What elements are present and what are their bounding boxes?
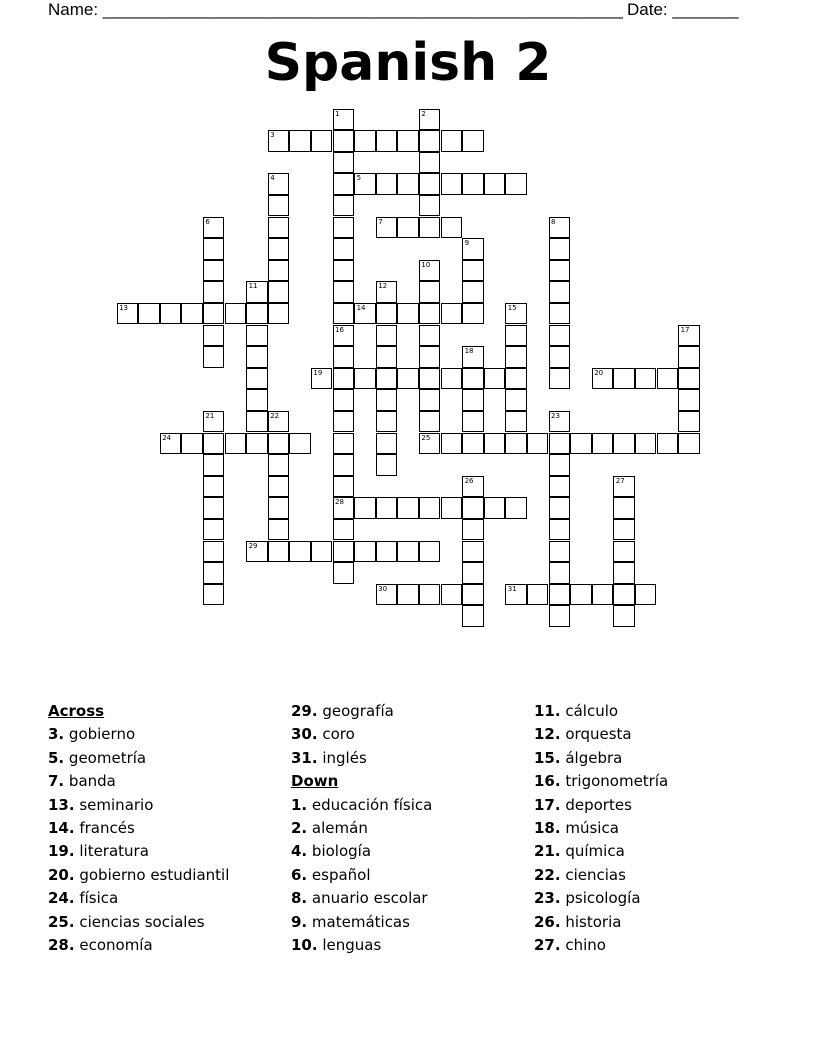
crossword-cell[interactable]: [419, 433, 441, 455]
crossword-cell[interactable]: [678, 325, 700, 347]
crossword-cell[interactable]: [549, 476, 571, 498]
crossword-cell[interactable]: [311, 130, 333, 152]
crossword-cell[interactable]: [484, 433, 506, 455]
crossword-cell[interactable]: [549, 238, 571, 260]
crossword-cell[interactable]: [419, 109, 441, 131]
crossword-cell[interactable]: [246, 303, 268, 325]
crossword-cell[interactable]: [462, 562, 484, 584]
crossword-cell[interactable]: [246, 541, 268, 563]
crossword-cell[interactable]: [462, 519, 484, 541]
crossword-cell[interactable]: [203, 325, 225, 347]
crossword-cell[interactable]: [376, 217, 398, 239]
crossword-cell[interactable]: [678, 346, 700, 368]
clue-number: 9: [464, 239, 470, 248]
crossword-cell[interactable]: [613, 562, 635, 584]
crossword-cell[interactable]: [678, 389, 700, 411]
crossword-cell[interactable]: [333, 346, 355, 368]
crossword-cell[interactable]: [376, 303, 398, 325]
crossword-cell[interactable]: [354, 497, 376, 519]
crossword-cell[interactable]: [549, 433, 571, 455]
crossword-cell[interactable]: [441, 497, 463, 519]
crossword-cell[interactable]: [376, 584, 398, 606]
name-field[interactable]: Name: _______________________________________________________: [48, 0, 623, 19]
crossword-cell[interactable]: [678, 411, 700, 433]
clue-number: 11: [248, 282, 258, 291]
crossword-cell[interactable]: [549, 281, 571, 303]
clue-number: 30: [378, 584, 388, 593]
clue-down: 4. biología: [291, 842, 372, 861]
crossword-cell[interactable]: [203, 584, 225, 606]
crossword-cell[interactable]: [419, 584, 441, 606]
crossword-cell[interactable]: [613, 541, 635, 563]
crossword-cell[interactable]: [613, 584, 635, 606]
crossword-cell[interactable]: [268, 260, 290, 282]
crossword-cell[interactable]: [441, 584, 463, 606]
crossword-cell[interactable]: [549, 325, 571, 347]
clue-number: 29: [248, 541, 258, 550]
crossword-cell[interactable]: [613, 368, 635, 390]
crossword-cell[interactable]: [462, 584, 484, 606]
crossword-cell[interactable]: [203, 260, 225, 282]
clue-column-3: [534, 700, 668, 957]
crossword-cell[interactable]: [376, 368, 398, 390]
page-title: Spanish 2: [264, 33, 552, 93]
crossword-cell[interactable]: [397, 584, 419, 606]
crossword-cell[interactable]: [549, 346, 571, 368]
crossword-cell[interactable]: [527, 584, 549, 606]
crossword-cell[interactable]: [203, 562, 225, 584]
crossword-cell[interactable]: [678, 433, 700, 455]
clue-across: 28. economía: [48, 935, 153, 954]
crossword-cell[interactable]: [376, 433, 398, 455]
crossword-cell[interactable]: [333, 325, 355, 347]
crossword-cell[interactable]: [462, 303, 484, 325]
crossword-cell[interactable]: [246, 411, 268, 433]
clue-number: 20: [594, 368, 604, 377]
crossword-cell[interactable]: [549, 303, 571, 325]
crossword-cell[interactable]: [678, 368, 700, 390]
clue-down: 1. educación física: [291, 795, 433, 814]
crossword-cell[interactable]: [462, 281, 484, 303]
clue-number: 6: [205, 217, 210, 226]
clue-number: 16: [335, 325, 344, 334]
crossword-cell[interactable]: [505, 584, 527, 606]
crossword-cell[interactable]: [549, 562, 571, 584]
crossword-cell[interactable]: [376, 541, 398, 563]
crossword-cell[interactable]: [657, 368, 679, 390]
crossword-cell[interactable]: [268, 173, 290, 195]
clue-number: 14: [356, 303, 366, 312]
crossword-cell[interactable]: [311, 541, 333, 563]
crossword-cell[interactable]: [268, 195, 290, 217]
clue-number: 26: [464, 476, 474, 485]
crossword-cell[interactable]: [246, 346, 268, 368]
crossword-cell[interactable]: [333, 389, 355, 411]
crossword-cell[interactable]: [549, 541, 571, 563]
crossword-cell[interactable]: [462, 346, 484, 368]
crossword-cell[interactable]: [203, 238, 225, 260]
crossword-cell[interactable]: [203, 303, 225, 325]
crossword-cell[interactable]: [376, 173, 398, 195]
clue-across: 24. física: [48, 889, 119, 908]
crossword-cell[interactable]: [203, 541, 225, 563]
crossword-cell[interactable]: [268, 476, 290, 498]
clue-number: 17: [680, 325, 690, 334]
crossword-cell[interactable]: [505, 368, 527, 390]
clue-down: 16. trigonometría: [534, 772, 669, 791]
clue-down: 9. matemáticas: [291, 912, 410, 931]
crossword-cell[interactable]: [203, 476, 225, 498]
clue-number: 25: [421, 433, 431, 442]
crossword-cell[interactable]: [225, 303, 247, 325]
crossword-cell[interactable]: [354, 130, 376, 152]
crossword-cell[interactable]: [203, 433, 225, 455]
crossword-cell[interactable]: [376, 281, 398, 303]
clue-number: 7: [378, 217, 383, 226]
crossword-cell[interactable]: [333, 541, 355, 563]
crossword-cell[interactable]: [613, 476, 635, 498]
crossword-cell[interactable]: [397, 303, 419, 325]
crossword-cell[interactable]: [462, 541, 484, 563]
crossword-cell[interactable]: [354, 541, 376, 563]
crossword-cell[interactable]: [354, 368, 376, 390]
clue-number: 1: [335, 109, 340, 118]
crossword-cell[interactable]: [268, 303, 290, 325]
crossword-cell[interactable]: [333, 497, 355, 519]
crossword-cell[interactable]: [376, 346, 398, 368]
crossword-cell[interactable]: [441, 368, 463, 390]
clue-number: 24: [162, 433, 172, 442]
crossword-cell[interactable]: [246, 433, 268, 455]
crossword-cell[interactable]: [354, 173, 376, 195]
crossword-cell[interactable]: [333, 195, 355, 217]
crossword-cell[interactable]: [549, 497, 571, 519]
date-field[interactable]: Date: _______: [627, 0, 739, 19]
crossword-cell[interactable]: [592, 584, 614, 606]
crossword-cell[interactable]: [549, 411, 571, 433]
crossword-cell[interactable]: [376, 389, 398, 411]
crossword-cell[interactable]: [333, 454, 355, 476]
crossword-cell[interactable]: [181, 303, 203, 325]
crossword-cell[interactable]: [419, 260, 441, 282]
clue-number: 22: [270, 411, 280, 420]
crossword-cell[interactable]: [397, 541, 419, 563]
crossword-cell[interactable]: [333, 152, 355, 174]
crossword-cell[interactable]: [419, 411, 441, 433]
crossword-cell[interactable]: [268, 497, 290, 519]
crossword-cell[interactable]: [592, 433, 614, 455]
crossword-cell[interactable]: [419, 325, 441, 347]
crossword-cell[interactable]: [333, 217, 355, 239]
crossword-cell[interactable]: [441, 433, 463, 455]
clue-down: 21. química: [534, 842, 625, 861]
crossword-cell[interactable]: [570, 433, 592, 455]
clue-number: 28: [335, 498, 344, 507]
crossword-cell[interactable]: [333, 130, 355, 152]
crossword-cell[interactable]: [376, 130, 398, 152]
crossword-cell[interactable]: [419, 152, 441, 174]
crossword-cell[interactable]: [505, 433, 527, 455]
across-heading: Across: [48, 702, 105, 720]
crossword-cell[interactable]: [376, 325, 398, 347]
clue-down: 17. deportes: [534, 795, 632, 814]
crossword-cell[interactable]: [246, 281, 268, 303]
crossword-cell[interactable]: [246, 325, 268, 347]
crossword-cell[interactable]: [117, 303, 139, 325]
crossword-cell[interactable]: [635, 433, 657, 455]
clue-number: 2: [421, 109, 426, 118]
crossword-cell[interactable]: [505, 389, 527, 411]
crossword-cell[interactable]: [397, 173, 419, 195]
clue-number: 5: [356, 174, 362, 183]
crossword-cell[interactable]: [333, 368, 355, 390]
crossword-cell[interactable]: [505, 303, 527, 325]
crossword-cell[interactable]: [441, 217, 463, 239]
clue-number: 19: [313, 368, 323, 377]
crossword-cell[interactable]: [333, 173, 355, 195]
crossword-cell[interactable]: [549, 584, 571, 606]
crossword-cell[interactable]: [333, 519, 355, 541]
crossword-cell[interactable]: [419, 217, 441, 239]
crossword-cell[interactable]: [613, 433, 635, 455]
crossword-cell[interactable]: [549, 454, 571, 476]
clue-across: 31. inglés: [291, 748, 367, 767]
crossword-cell[interactable]: [462, 260, 484, 282]
crossword-cell[interactable]: [419, 173, 441, 195]
crossword-cell[interactable]: [505, 497, 527, 519]
crossword-cell[interactable]: [333, 303, 355, 325]
crossword-cell[interactable]: [570, 584, 592, 606]
crossword-cell[interactable]: [419, 303, 441, 325]
crossword-cell[interactable]: [419, 541, 441, 563]
crossword-cell[interactable]: [160, 303, 182, 325]
crossword-cell[interactable]: [397, 130, 419, 152]
clue-across: 30. coro: [291, 725, 355, 744]
crossword-cell[interactable]: [549, 605, 571, 627]
clue-down: 2. alemán: [291, 818, 368, 837]
crossword-cell[interactable]: [397, 368, 419, 390]
crossword-cell[interactable]: [203, 519, 225, 541]
clue-across: 29. geografía: [291, 702, 394, 720]
crossword-cell[interactable]: [268, 519, 290, 541]
crossword-cell[interactable]: [333, 281, 355, 303]
crossword-cell[interactable]: [419, 281, 441, 303]
crossword-cell[interactable]: [549, 368, 571, 390]
crossword-cell[interactable]: [203, 281, 225, 303]
clue-across: 20. gobierno estudiantil: [48, 865, 230, 884]
down-heading: Down: [291, 772, 339, 791]
crossword-cell[interactable]: [549, 260, 571, 282]
clue-across: 7. banda: [48, 772, 116, 791]
crossword-cell[interactable]: [635, 368, 657, 390]
clue-number: 18: [464, 347, 474, 356]
crossword-cell[interactable]: [462, 411, 484, 433]
clue-column-1: [48, 700, 229, 957]
crossword-cell[interactable]: [419, 497, 441, 519]
crossword-cell[interactable]: [613, 605, 635, 627]
clue-number: 10: [421, 260, 431, 269]
crossword-cell[interactable]: [484, 497, 506, 519]
clue-down: 8. anuario escolar: [291, 889, 428, 908]
clue-number: 8: [551, 217, 556, 226]
crossword-cell[interactable]: [462, 238, 484, 260]
crossword-cell[interactable]: [268, 238, 290, 260]
clue-across: 14. francés: [48, 818, 135, 837]
crossword-cell[interactable]: [462, 389, 484, 411]
clue-across: 25. ciencias sociales: [48, 912, 205, 931]
crossword-cell[interactable]: [203, 497, 225, 519]
crossword-cell[interactable]: [397, 497, 419, 519]
crossword-cell[interactable]: [268, 541, 290, 563]
clue-across: 19. literatura: [48, 842, 149, 861]
clue-down: 10. lenguas: [291, 935, 382, 954]
crossword-cell[interactable]: [225, 433, 247, 455]
clue-down: 15. álgebra: [534, 748, 623, 767]
crossword-cell[interactable]: [268, 130, 290, 152]
clue-number: 3: [270, 131, 275, 140]
crossword-cell[interactable]: [484, 368, 506, 390]
clue-down: 22. ciencias: [534, 865, 626, 884]
crossword-cell[interactable]: [549, 217, 571, 239]
crossword-cell[interactable]: [333, 411, 355, 433]
crossword-cell[interactable]: [635, 584, 657, 606]
crossword-cell[interactable]: [592, 368, 614, 390]
crossword-cell[interactable]: [419, 346, 441, 368]
crossword-cell[interactable]: [376, 454, 398, 476]
clue-number: 31: [507, 584, 517, 593]
clue-across: 3. gobierno: [48, 725, 136, 744]
clue-number: 15: [507, 303, 517, 312]
crossword-cell[interactable]: [246, 389, 268, 411]
crossword-cell[interactable]: [419, 130, 441, 152]
crossword-cell[interactable]: [246, 368, 268, 390]
crossword-cell[interactable]: [484, 173, 506, 195]
crossword-cell[interactable]: [268, 217, 290, 239]
crossword-cell[interactable]: [462, 433, 484, 455]
crossword-cell[interactable]: [441, 303, 463, 325]
crossword-cell[interactable]: [138, 303, 160, 325]
crossword-cell[interactable]: [441, 130, 463, 152]
crossword-cell[interactable]: [376, 411, 398, 433]
crossword-cell[interactable]: [505, 325, 527, 347]
crossword-cell[interactable]: [462, 497, 484, 519]
crossword-cell[interactable]: [462, 173, 484, 195]
crossword-cell[interactable]: [289, 433, 311, 455]
crossword-cell[interactable]: [333, 433, 355, 455]
crossword-cell[interactable]: [505, 173, 527, 195]
crossword-cell[interactable]: [419, 195, 441, 217]
crossword-cell[interactable]: [657, 433, 679, 455]
clue-down: 11. cálculo: [534, 702, 619, 720]
crossword-cell[interactable]: [333, 238, 355, 260]
crossword-cell[interactable]: [268, 281, 290, 303]
crossword-cell[interactable]: [203, 217, 225, 239]
crossword-cell[interactable]: [203, 346, 225, 368]
crossword-cell[interactable]: [354, 303, 376, 325]
clue-across: 5. geometría: [48, 748, 147, 767]
clue-column-2: [291, 700, 432, 957]
crossword-cell[interactable]: [333, 109, 355, 131]
crossword-cell[interactable]: [613, 519, 635, 541]
clue-number: 27: [615, 476, 625, 485]
clue-down: 27. chino: [534, 935, 606, 954]
crossword-cell[interactable]: [268, 433, 290, 455]
clue-down: 6. español: [291, 865, 371, 884]
clue-number: 23: [551, 411, 560, 420]
crossword-cell[interactable]: [549, 519, 571, 541]
crossword-cell[interactable]: [527, 433, 549, 455]
clue-number: 4: [270, 174, 275, 183]
clue-across: 13. seminario: [48, 795, 154, 814]
crossword-cell[interactable]: [333, 260, 355, 282]
crossword-cell[interactable]: [462, 605, 484, 627]
clue-down: 12. orquesta: [534, 725, 632, 744]
crossword-cell[interactable]: [268, 454, 290, 476]
crossword-cell[interactable]: [462, 368, 484, 390]
crossword-cell[interactable]: [419, 368, 441, 390]
clue-down: 23. psicología: [534, 889, 641, 908]
crossword-cell[interactable]: [181, 433, 203, 455]
crossword-cell[interactable]: [333, 562, 355, 584]
crossword-cell[interactable]: [462, 130, 484, 152]
crossword-cell[interactable]: [333, 476, 355, 498]
clue-number: 12: [378, 282, 388, 291]
crossword-cell[interactable]: [289, 541, 311, 563]
clue-number: 13: [119, 303, 128, 312]
crossword-cell[interactable]: [505, 346, 527, 368]
crossword-cell[interactable]: [441, 173, 463, 195]
crossword-cell[interactable]: [505, 411, 527, 433]
crossword-cell[interactable]: [419, 389, 441, 411]
crossword-cell[interactable]: [203, 454, 225, 476]
crossword-cell[interactable]: [376, 497, 398, 519]
clue-down: 18. música: [534, 818, 619, 837]
crossword-cell[interactable]: [289, 130, 311, 152]
crossword-cell[interactable]: [397, 217, 419, 239]
crossword-cell[interactable]: [462, 476, 484, 498]
clue-number: 21: [205, 411, 215, 420]
clue-down: 26. historia: [534, 912, 622, 931]
crossword-cell[interactable]: [268, 411, 290, 433]
crossword-cell[interactable]: [311, 368, 333, 390]
crossword-cell[interactable]: [203, 411, 225, 433]
crossword-cell[interactable]: [613, 497, 635, 519]
crossword-cell[interactable]: [160, 433, 182, 455]
